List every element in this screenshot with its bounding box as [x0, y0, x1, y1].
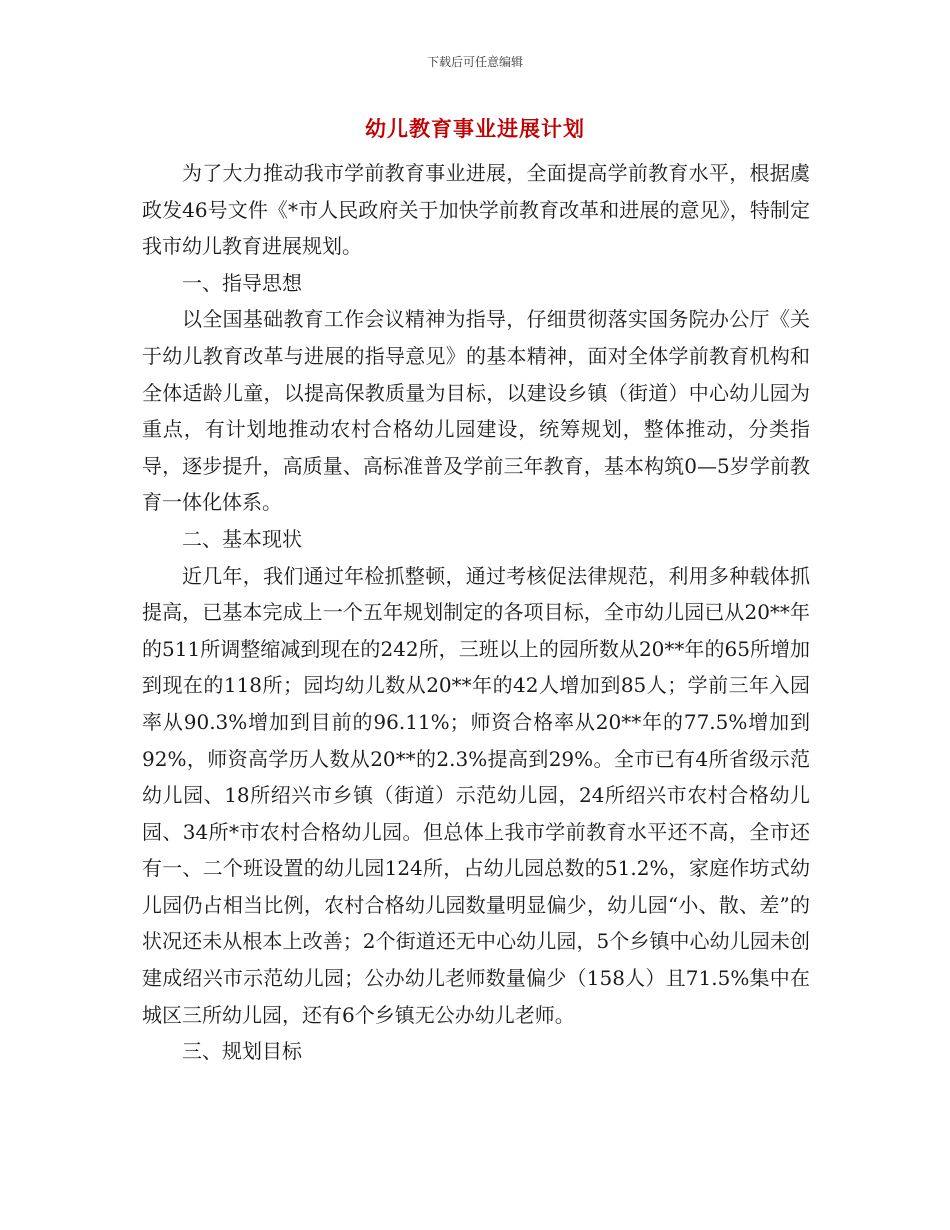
paragraph-guiding-thought: 以全国基础教育工作会议精神为指导，仔细贯彻落实国务院办公厅《关于幼儿教育改革与进展的指导意见》的基本精神，面对全体学前教育机构和全体适龄儿童，以提高保教质量为目标，以建设乡镇（街道）中心幼儿园为重点，有计划地推动农村合格幼儿园建设，统筹规划，整体推动，分类指导，逐步提升，高质量、高标准普及学前三年教育，基本构筑0—5岁学前教育一体化体系。 — [142, 307, 810, 515]
paragraph-intro: 为了大力推动我市学前教育事业进展，全面提高学前教育水平，根据虞政发46号文件《*市人民政府关于加快学前教育改革和进展的意见》，特制定我市幼儿教育进展规划。 — [142, 161, 810, 259]
section-heading-current-status: 二、基本现状 — [182, 526, 302, 551]
section-heading-planning-goals: 三、规划目标 — [182, 1039, 302, 1064]
section-heading-guiding-thought: 一、指导思想 — [182, 270, 302, 295]
document-body — [142, 155, 810, 1070]
paragraph-current-status: 近几年，我们通过年检抓整顿，通过考核促法律规范，利用多种载体抓提高，已基本完成上一个五年规划制定的各项目标，全市幼儿园已从20**年的511所调整缩减到现在的242所，三班以上的园所数从20**年的65所增加到现在的118所；园均幼儿数从20**年的42人增加到85人；学前三年入园率从90.3%增加到目前的96.11%；师资合格率从20**年的77.5%增加到92%，师资高学历人数从20**的2.3%提高到29%。全市已有4所省级示范幼儿园、18所绍兴市乡镇（街道）示范幼儿园，24所绍兴市农村合格幼儿园、34所*市农村合格幼儿园。但总体上我市学前教育水平还不高，全市还有一、二个班设置的幼儿园124所，占幼儿园总数的51.2%，家庭作坊式幼儿园仍占相当比例，农村合格幼儿园数量明显偏少，幼儿园“小、散、差”的状况还未从根本上改善；2个街道还无中心幼儿园，5个乡镇中心幼儿园未创建成绍兴市示范幼儿园；公办幼儿老师数量偏少（158人）且71.5%集中在城区三所幼儿园，还有6个乡镇无公办幼儿老师。 — [142, 563, 810, 1027]
header-note: 下载后可任意编辑 — [426, 55, 523, 69]
document-title: 幼儿教育事业进展计划 — [365, 116, 585, 141]
